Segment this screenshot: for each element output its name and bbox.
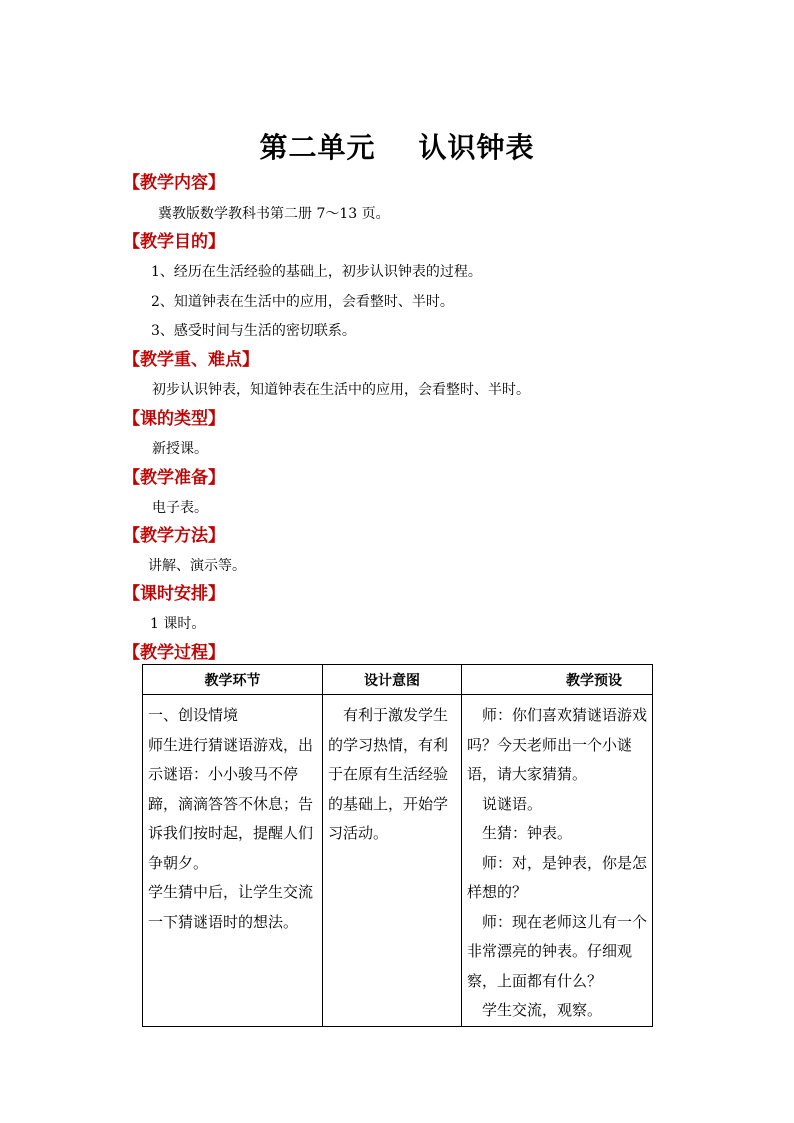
heading-schedule: 【课时安排】 — [123, 584, 225, 604]
stage-line: 学生猜中后，让学生交流一下猜谜语时的想法。 — [148, 883, 314, 931]
table-row — [143, 695, 653, 1027]
plan-line: 师：你们喜欢猜谜语游戏吗？今天老师出一个小谜语，请大家猜猜。 — [467, 706, 648, 783]
table-header: 设计意图 — [323, 665, 462, 695]
heading-teaching-content: 【教学内容】 — [123, 173, 225, 193]
table-cell-plan — [462, 695, 653, 1027]
teaching-process-table — [142, 664, 653, 1027]
lesson-type-text: 新授课。 — [152, 441, 208, 457]
heading-lesson-type: 【课的类型】 — [123, 409, 225, 429]
heading-teaching-method: 【教学方法】 — [123, 526, 225, 546]
intent-line: 有利于激发学生的学习热情，有利于在原有生活经验的基础上，开始学习活动。 — [328, 706, 449, 842]
plan-line: 生猜：钟表。 — [482, 824, 573, 842]
heading-teaching-objectives: 【教学目的】 — [123, 232, 225, 252]
plan-line: 师：现在老师这儿有一个非常漂亮的钟表。仔细观察，上面都有什么？ — [467, 912, 648, 990]
objective-item: 2、知道钟表在生活中的应用，会看整时、半时。 — [151, 294, 454, 310]
table-header-row — [143, 665, 653, 695]
schedule-text: 1 课时。 — [150, 616, 206, 632]
stage-line: 师生进行猜谜语游戏，出示谜语：小小骏马不停蹄，滴滴答答不休息；告诉我们按时起，提醒人们争朝夕。 — [148, 735, 314, 872]
page-title: 第二单元 认识钟表 — [259, 131, 535, 164]
table-cell-intent — [323, 695, 462, 1027]
table-header: 教学预设 — [462, 665, 653, 695]
table-header: 教学环节 — [143, 665, 323, 695]
stage-line: 一、创设情境 — [148, 706, 239, 724]
table-cell-stage — [143, 695, 323, 1027]
plan-line: 师：对，是钟表，你是怎样想的？ — [467, 853, 648, 901]
preparation-text: 电子表。 — [152, 500, 208, 516]
heading-teaching-process: 【教学过程】 — [123, 643, 225, 663]
plan-line: 说谜语。 — [482, 794, 543, 813]
objective-item: 1、经历在生活经验的基础上，初步认识钟表的过程。 — [151, 264, 482, 280]
heading-key-points: 【教学重、难点】 — [123, 350, 259, 370]
teaching-content-text: 冀教版数学教科书第二册 7～13 页。 — [158, 206, 390, 222]
heading-preparation: 【教学准备】 — [123, 468, 225, 488]
plan-line: 学生交流，观察。 — [482, 1001, 603, 1019]
teaching-method-text: 讲解、演示等。 — [148, 558, 246, 574]
objective-item: 3、感受时间与生活的密切联系。 — [151, 323, 356, 339]
key-points-text: 初步认识钟表，知道钟表在生活中的应用，会看整时、半时。 — [152, 382, 530, 398]
